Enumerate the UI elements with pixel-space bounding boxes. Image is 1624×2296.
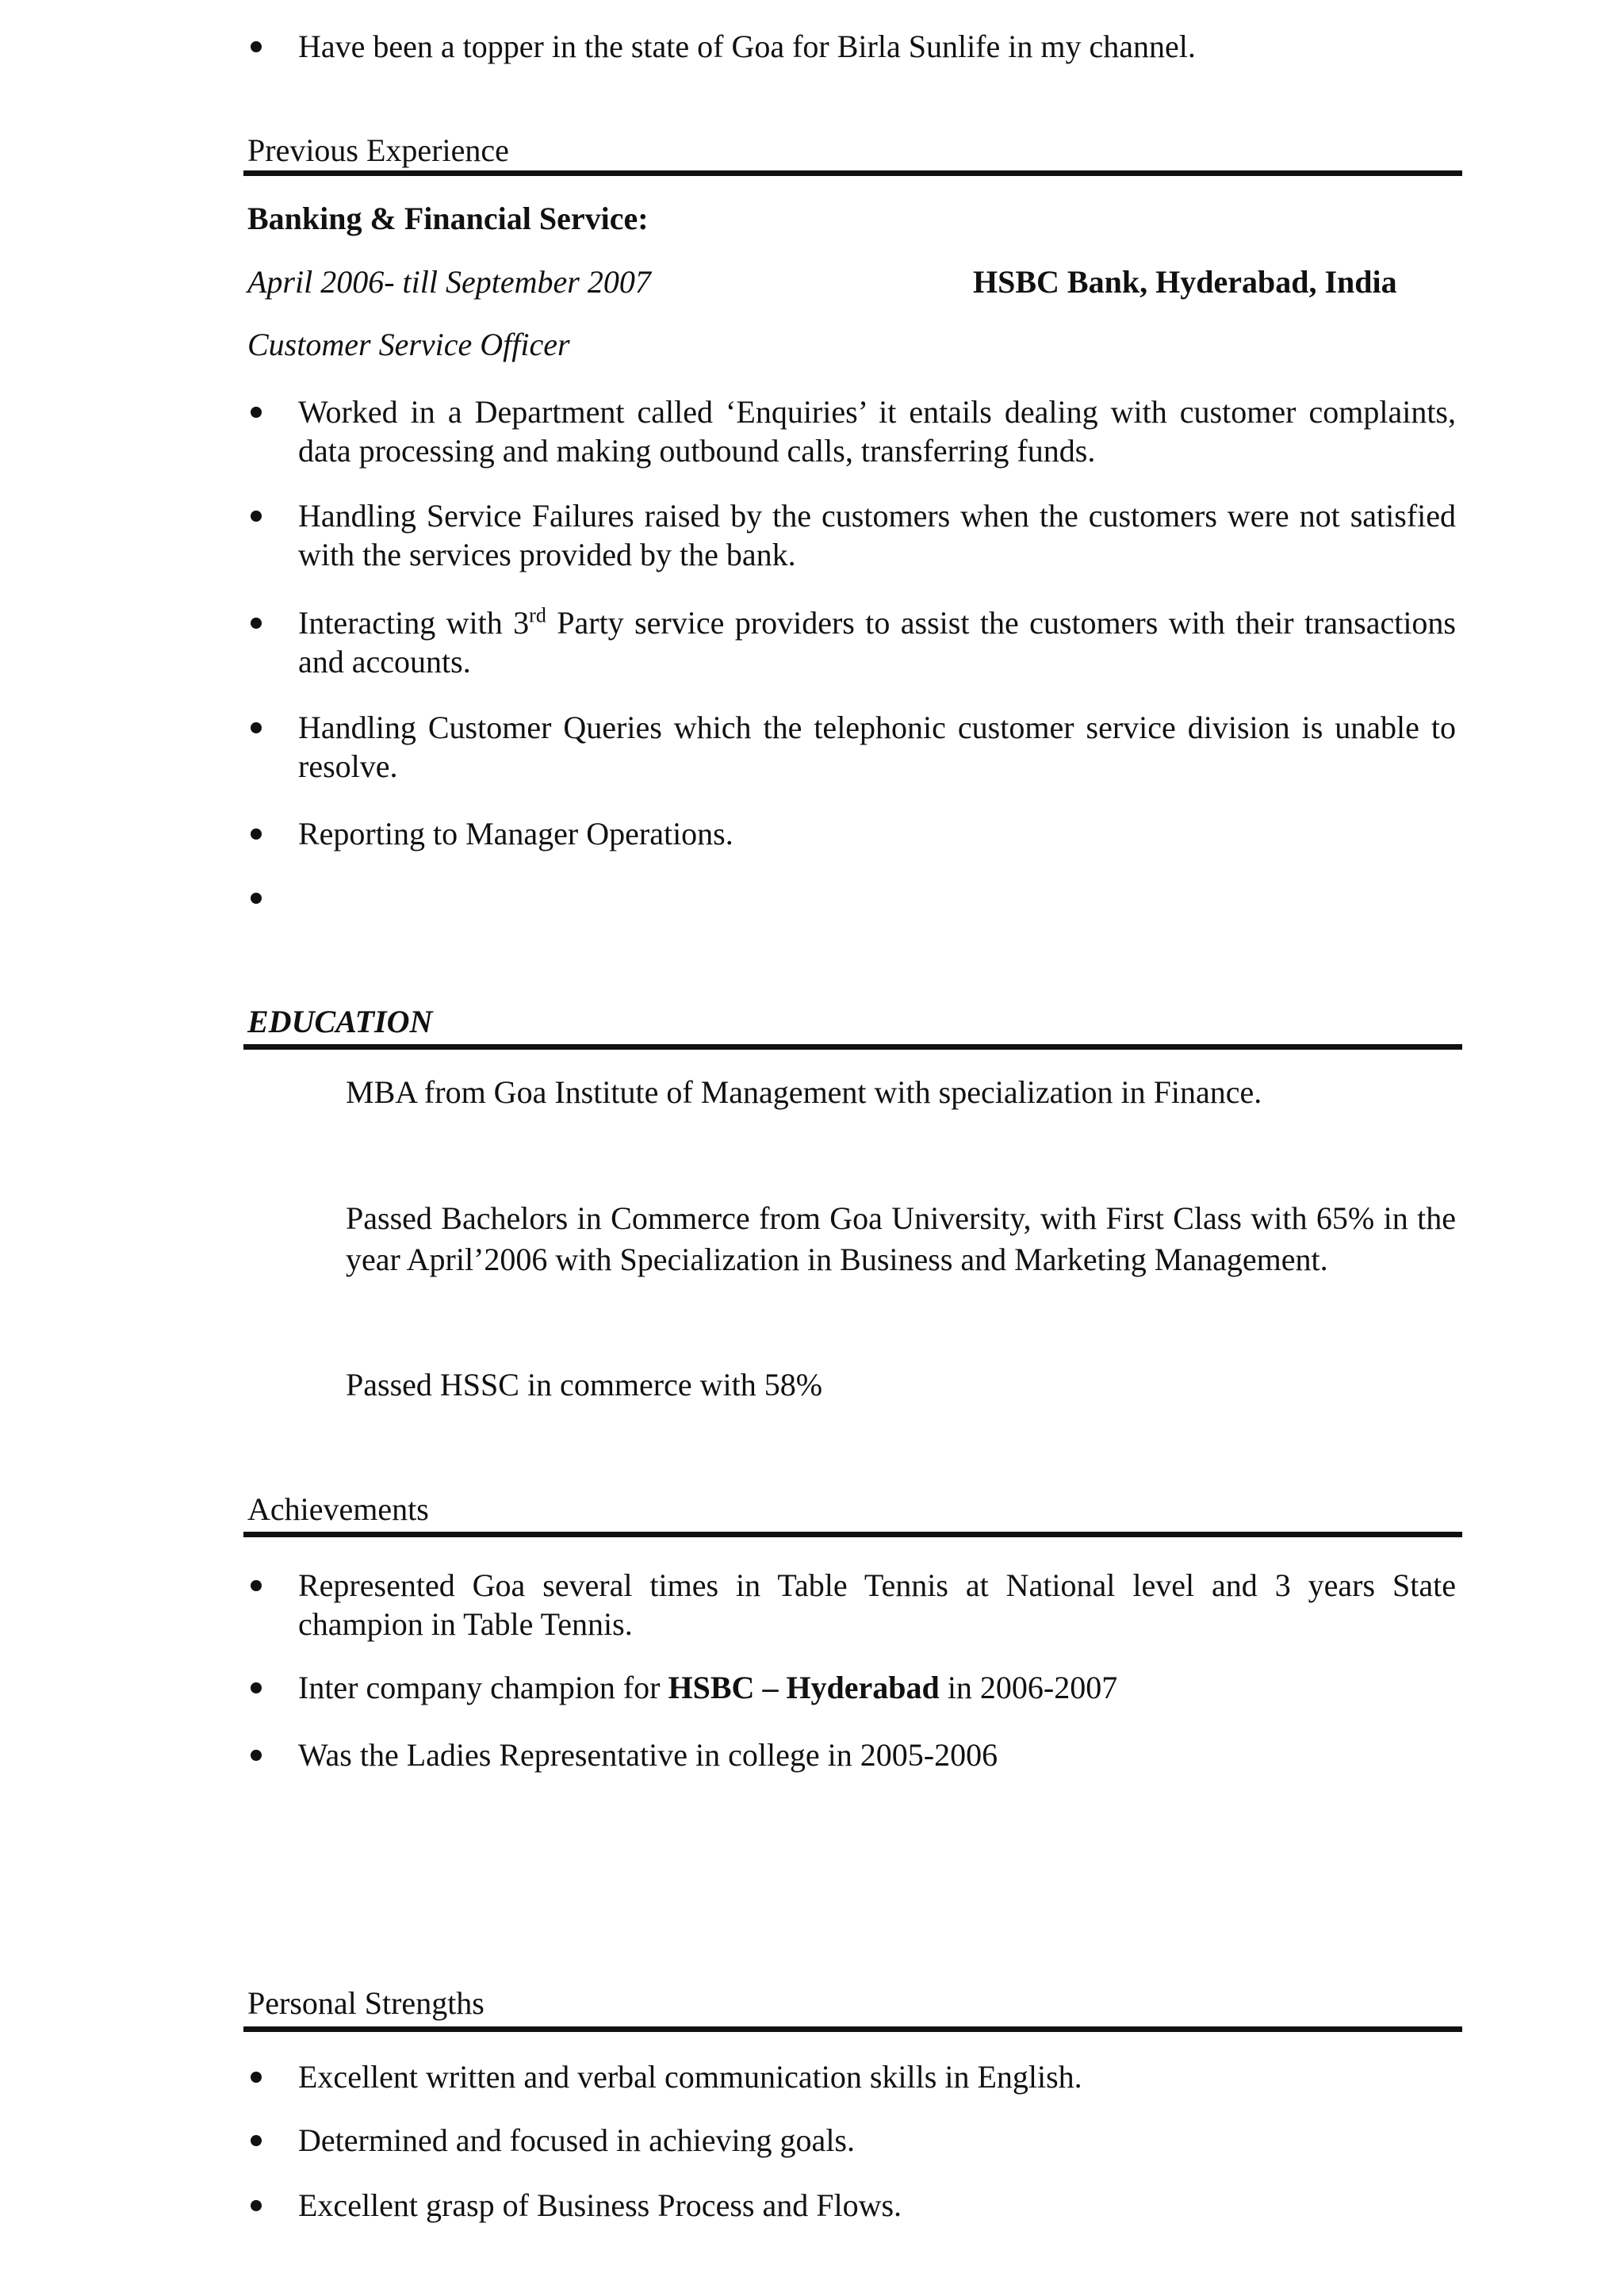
achievement-bullet-text: Inter company champion for HSBC – Hyderabad in 2006-2007 — [298, 1670, 1118, 1705]
section-heading-education: EDUCATION — [247, 1004, 433, 1039]
education-item: Passed Bachelors in Commerce from Goa University, with First Class with 65% in the year April’2006 with Specialization in Business and Marketing Management. — [346, 1200, 1456, 1277]
experience-role: Customer Service Officer — [247, 327, 570, 362]
top-bullet-text: Have been a topper in the state of Goa for Birla Sunlife in my channel. — [298, 29, 1196, 64]
bullet-icon — [251, 893, 262, 904]
list-item — [298, 1735, 1456, 1774]
list-item — [298, 708, 1456, 786]
section-heading-previous-experience: Previous Experience — [247, 132, 509, 168]
bullet-icon — [251, 2135, 262, 2146]
section-divider — [243, 1532, 1462, 1537]
experience-bullet-text: Handling Service Failures raised by the customers when the customers were not satisfied with the services provided by the bank. — [298, 498, 1456, 572]
strength-bullet-text: Excellent written and verbal communication skills in English. — [298, 2059, 1082, 2095]
list-item — [298, 27, 1456, 66]
list-item — [298, 1566, 1456, 1644]
list-item — [298, 603, 1456, 681]
education-item: Passed HSSC in commerce with 58% — [346, 1367, 823, 1402]
strength-bullet-text: Determined and focused in achieving goals. — [298, 2122, 855, 2158]
section-heading-achievements: Achievements — [247, 1491, 429, 1527]
section-heading-personal-strengths: Personal Strengths — [247, 1985, 485, 2021]
section-divider — [243, 2026, 1462, 2032]
experience-bullet-text: Reporting to Manager Operations. — [298, 816, 733, 851]
experience-bullet-text: Interacting with 3rd Party service providers to assist the customers with their transactions and accounts. — [298, 603, 1456, 679]
education-item: MBA from Goa Institute of Management with specialization in Finance. — [346, 1074, 1262, 1110]
bullet-icon — [251, 828, 262, 840]
bullet-icon — [251, 1580, 262, 1591]
achievement-bullet-text: Represented Goa several times in Table Tennis at National level and 3 years State champion in Table Tennis. — [298, 1567, 1456, 1642]
experience-bullet-text: Worked in a Department called ‘Enquiries’ it entails dealing with customer complaints, data processing and making outbound calls, transferring funds. — [298, 394, 1456, 469]
strength-bullet-text: Excellent grasp of Business Process and Flows. — [298, 2187, 902, 2223]
experience-subheading: Banking & Financial Service: — [247, 201, 649, 236]
bullet-icon — [251, 1682, 262, 1693]
bullet-icon — [251, 2200, 262, 2211]
list-item — [298, 496, 1456, 574]
list-item — [298, 2121, 1456, 2160]
list-item — [298, 2057, 1456, 2096]
bullet-icon — [251, 41, 262, 52]
experience-period: April 2006- till September 2007 — [247, 264, 651, 300]
list-item — [298, 814, 1456, 853]
achievement-bullet-text: Was the Ladies Representative in college in 2005-2006 — [298, 1737, 998, 1773]
bullet-icon — [251, 511, 262, 522]
section-divider — [243, 1044, 1462, 1050]
experience-bullet-text: Handling Customer Queries which the telephonic customer service division is unable to resolve. — [298, 710, 1456, 784]
experience-employer: HSBC Bank, Hyderabad, India — [973, 264, 1397, 300]
list-item — [298, 392, 1456, 470]
list-item — [298, 2186, 1456, 2225]
section-divider — [243, 170, 1462, 176]
list-item — [298, 1668, 1456, 1707]
bullet-icon — [251, 407, 262, 418]
bullet-icon — [251, 1750, 262, 1761]
bullet-icon — [251, 722, 262, 733]
bullet-icon — [251, 618, 262, 629]
bullet-icon — [251, 2072, 262, 2083]
